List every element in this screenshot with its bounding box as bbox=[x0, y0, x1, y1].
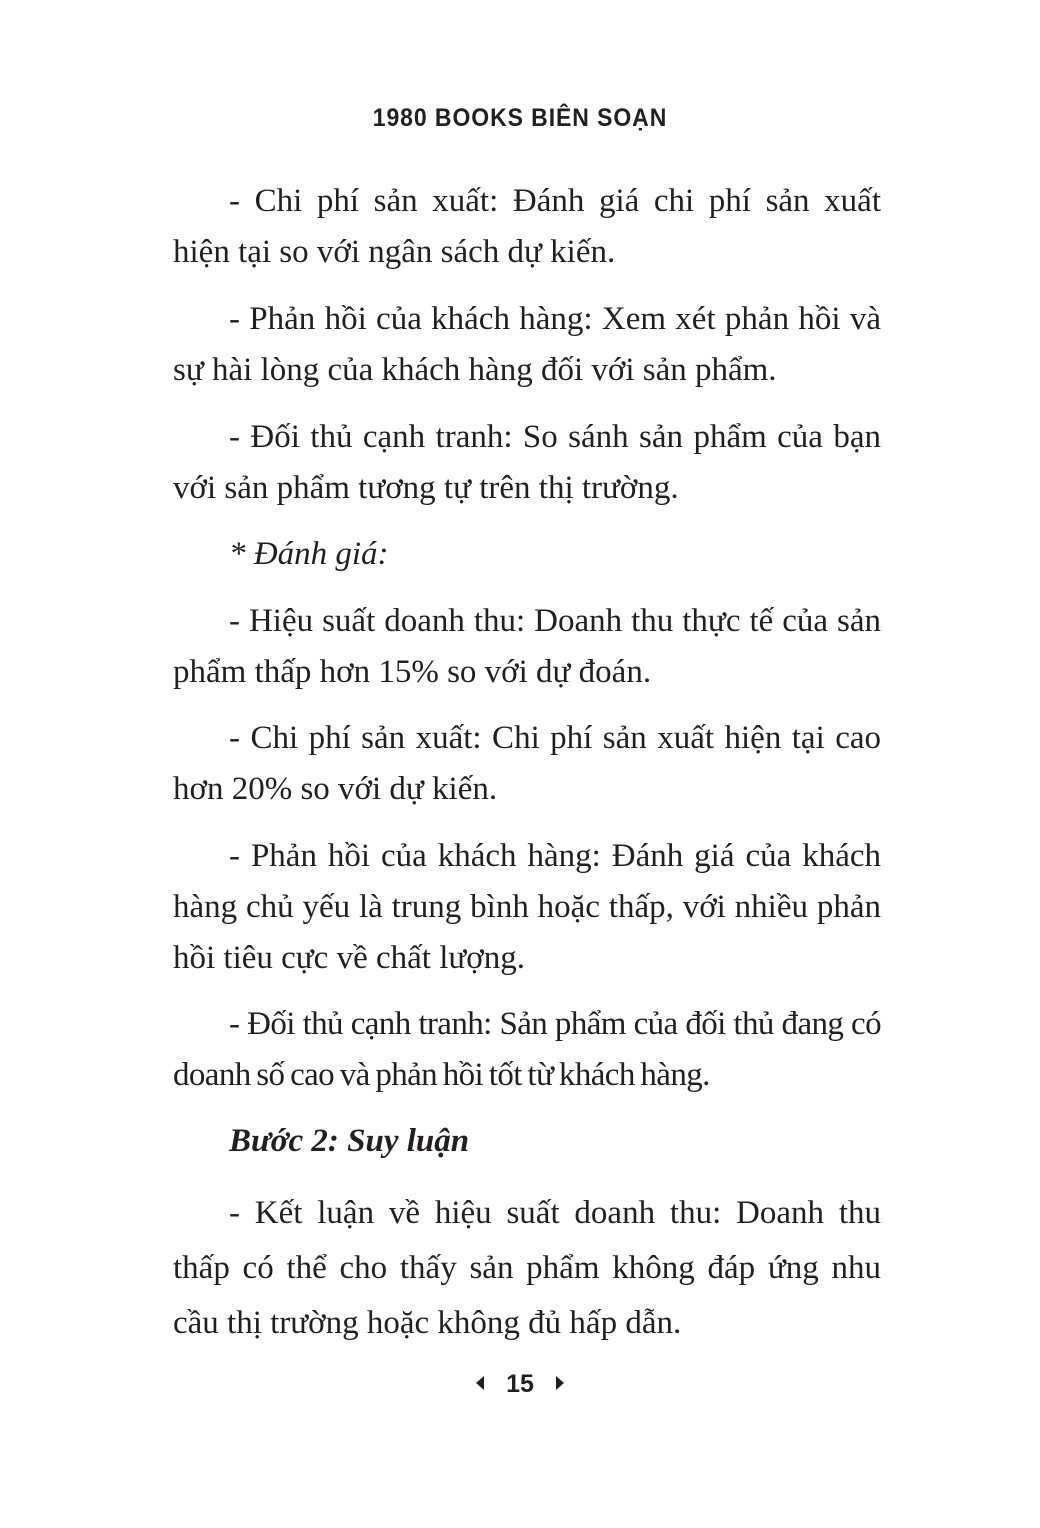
triangle-right-icon bbox=[556, 1376, 564, 1390]
paragraph-production-cost: - Chi phí sản xuất: Đánh giá chi phí sản xuất hiện tại so với ngân sách dự kiến. bbox=[173, 183, 881, 270]
page-footer bbox=[0, 1370, 1040, 1399]
paragraph-customer-feedback-result: - Phản hồi của khách hàng: Đánh giá của khách hàng chủ yếu là trung bình hoặc thấp, với nhiều phản hồi tiêu cực về chất lượng. bbox=[173, 838, 881, 976]
paragraph-competitors-result: - Đối thủ cạnh tranh: Sản phẩm của đối thủ đang có doanh số cao và phản hồi tốt từ khách hàng. bbox=[173, 1006, 881, 1093]
paragraph-revenue-conclusion: - Kết luận về hiệu suất doanh thu: Doanh thu thấp có thể cho thấy sản phẩm không đáp ứng nhu cầu thị trường hoặc không đủ hấp dẫn. bbox=[173, 1195, 881, 1341]
heading-step-2: Bước 2: Suy luận bbox=[229, 1123, 470, 1159]
paragraph-revenue-performance: - Hiệu suất doanh thu: Doanh thu thực tế của sản phẩm thấp hơn 15% so với dự đoán. bbox=[173, 603, 881, 690]
page-number: 15 bbox=[506, 1370, 534, 1398]
paragraph-production-cost-result: - Chi phí sản xuất: Chi phí sản xuất hiện tại cao hơn 20% so với dự kiến. bbox=[173, 720, 881, 807]
subheading-evaluation: * Đánh giá: bbox=[229, 536, 389, 572]
running-header: 1980 BOOKS BIÊN SOẠN bbox=[372, 104, 668, 132]
paragraph-competitors: - Đối thủ cạnh tranh: So sánh sản phẩm của bạn với sản phẩm tương tự trên thị trường. bbox=[173, 419, 881, 506]
paragraph-customer-feedback: - Phản hồi của khách hàng: Xem xét phản hồi và sự hài lòng của khách hàng đối với sản phẩm. bbox=[173, 301, 881, 388]
triangle-left-icon bbox=[476, 1376, 484, 1390]
